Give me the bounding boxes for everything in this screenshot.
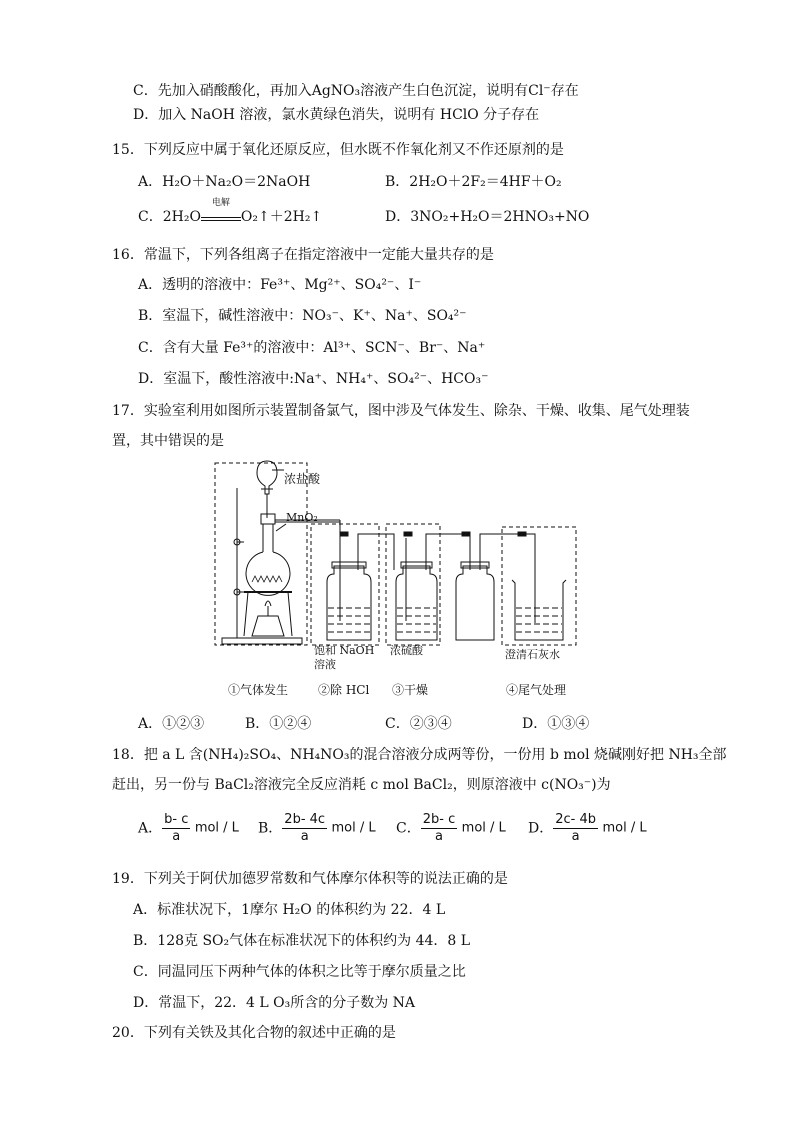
beaker — [512, 580, 566, 640]
label-saturated-naoh: 饱和 NaOH — [314, 644, 375, 657]
electrolysis-condition — [201, 198, 241, 221]
q17-option-a: A．①②③ — [138, 716, 205, 732]
q16-option-c: C．含有大量 Fe³⁺的溶液中：Al³⁺、SCN⁻、Br⁻、Na⁺ — [138, 340, 486, 356]
q17-option-d: D．①③④ — [522, 716, 590, 732]
q16-stem: 16．常温下，下列各组离子在指定溶液中一定能大量共存的是 — [112, 247, 494, 263]
box-gas-generation — [215, 463, 307, 645]
q16-option-b: B．室温下，碱性溶液中：NO₃⁻、K⁺、Na⁺、SO₄²⁻ — [138, 308, 467, 324]
equals-double-line — [201, 217, 241, 221]
label-concentrated-h2so4: 浓硫酸 — [390, 644, 423, 657]
caption-remove-hcl: ②除 HCl — [318, 683, 370, 697]
q19-stem: 19．下列关于阿伏加德罗常数和气体摩尔体积等的说法正确的是 — [112, 871, 508, 887]
q16-option-d: D．室温下，酸性溶液中:Na⁺、NH₄⁺、SO₄²⁻、HCO₃⁻ — [138, 371, 489, 387]
label-mno2: MnO₂ — [286, 511, 318, 524]
collection-bottle — [456, 566, 494, 640]
q14-option-c: C．先加入硝酸酸化，再加入AgNO₃溶液产生白色沉淀，说明有Cl⁻存在 — [133, 83, 579, 99]
q19-option-a: A．标准状况下，1摩尔 H₂O 的体积约为 22．4 L — [133, 902, 446, 918]
q15-option-c-left: C．2H₂O — [138, 209, 201, 225]
q19-option-c: C．同温同压下两种气体的体积之比等于摩尔质量之比 — [133, 964, 466, 980]
q18-stem-line2: 赶出，另一份与 BaCl₂溶液完全反应消耗 c mol BaCl₂，则原溶液中 c(NO₃⁻)为 — [112, 777, 611, 793]
q15-option-b: B．2H₂O＋2F₂＝4HF＋O₂ — [385, 174, 562, 190]
drying-bottle-h2so4 — [396, 566, 437, 640]
stand-base — [222, 638, 302, 644]
q20-stem: 20．下列有关铁及其化合物的叙述中正确的是 — [112, 1025, 396, 1041]
q17-stem-line2: 置，其中错误的是 — [112, 433, 224, 449]
alcohol-lamp — [252, 616, 284, 636]
q15-option-c — [138, 198, 323, 226]
q18-option-c: C． $\frac{2b- c}{a}$ mol / L — [396, 812, 506, 844]
round-bottom-flask — [246, 552, 290, 595]
fraction-a: $\frac{b- c}{a}$ — [164, 812, 189, 844]
box-remove-hcl — [311, 524, 379, 645]
q18-option-d: D． $\frac{2c- 4b}{a}$ mol / L — [528, 812, 647, 844]
q18-stem-line1: 18．把 a L 含(NH₄)₂SO₄、NH₄NO₃的混合溶液分成两等份，一份用 b mol 烧碱刚好把 NH₃全部 — [112, 747, 727, 763]
q14-option-d: D．加入 NaOH 溶液，氯水黄绿色消失，说明有 HClO 分子存在 — [133, 107, 540, 123]
caption-gas-generation: ①气体发生 — [228, 683, 289, 697]
fraction-c: $\frac{2b- c}{a}$ — [422, 812, 456, 844]
fraction-b: $\frac{2b- 4c}{a}$ — [284, 812, 326, 844]
q15-option-a: A．H₂O＋Na₂O＝2NaOH — [138, 174, 311, 190]
chlorine-apparatus-figure — [200, 458, 600, 708]
fraction-d: $\frac{2c- 4b}{a}$ — [555, 812, 596, 844]
label-concentrated-hcl: 浓盐酸 — [284, 472, 321, 486]
q17-option-b: B．①②④ — [245, 716, 312, 732]
washing-bottle-naoh — [327, 566, 371, 640]
q17-option-c: C．②③④ — [385, 716, 452, 732]
caption-drying: ③干燥 — [392, 683, 429, 697]
q19-option-d: D．常温下，22．4 L O₃所含的分子数为 NA — [133, 995, 416, 1011]
q16-option-a: A．透明的溶液中：Fe³⁺、Mg²⁺、SO₄²⁻、I⁻ — [138, 277, 422, 293]
box-tail-gas — [502, 527, 576, 645]
q18-option-a: A． $\frac{b- c}{a}$ mol / L — [138, 812, 239, 844]
q15-stem: 15．下列反应中属于氧化还原反应，但水既不作氧化剂又不作还原剂的是 — [112, 142, 564, 158]
q19-option-b: B．128克 SO₂气体在标准状况下的体积约为 44．8 L — [133, 933, 471, 949]
label-solution: 溶液 — [314, 658, 336, 671]
q15-option-c-right: O₂↑＋2H₂↑ — [240, 209, 323, 225]
caption-tail-gas: ④尾气处理 — [506, 683, 567, 697]
q15-option-d: D．3NO₂+H₂O＝2HNO₃+NO — [385, 209, 590, 225]
electrolysis-label: 电解 — [211, 198, 230, 208]
q18-option-b: B． $\frac{2b- 4c}{a}$ mol / L — [258, 812, 376, 844]
label-limewater: 澄清石灰水 — [505, 648, 560, 661]
q17-stem-line1: 17．实验室利用如图所示装置制备氯气，图中涉及气体发生、除杂、干燥、收集、尾气处理装 — [112, 403, 690, 419]
